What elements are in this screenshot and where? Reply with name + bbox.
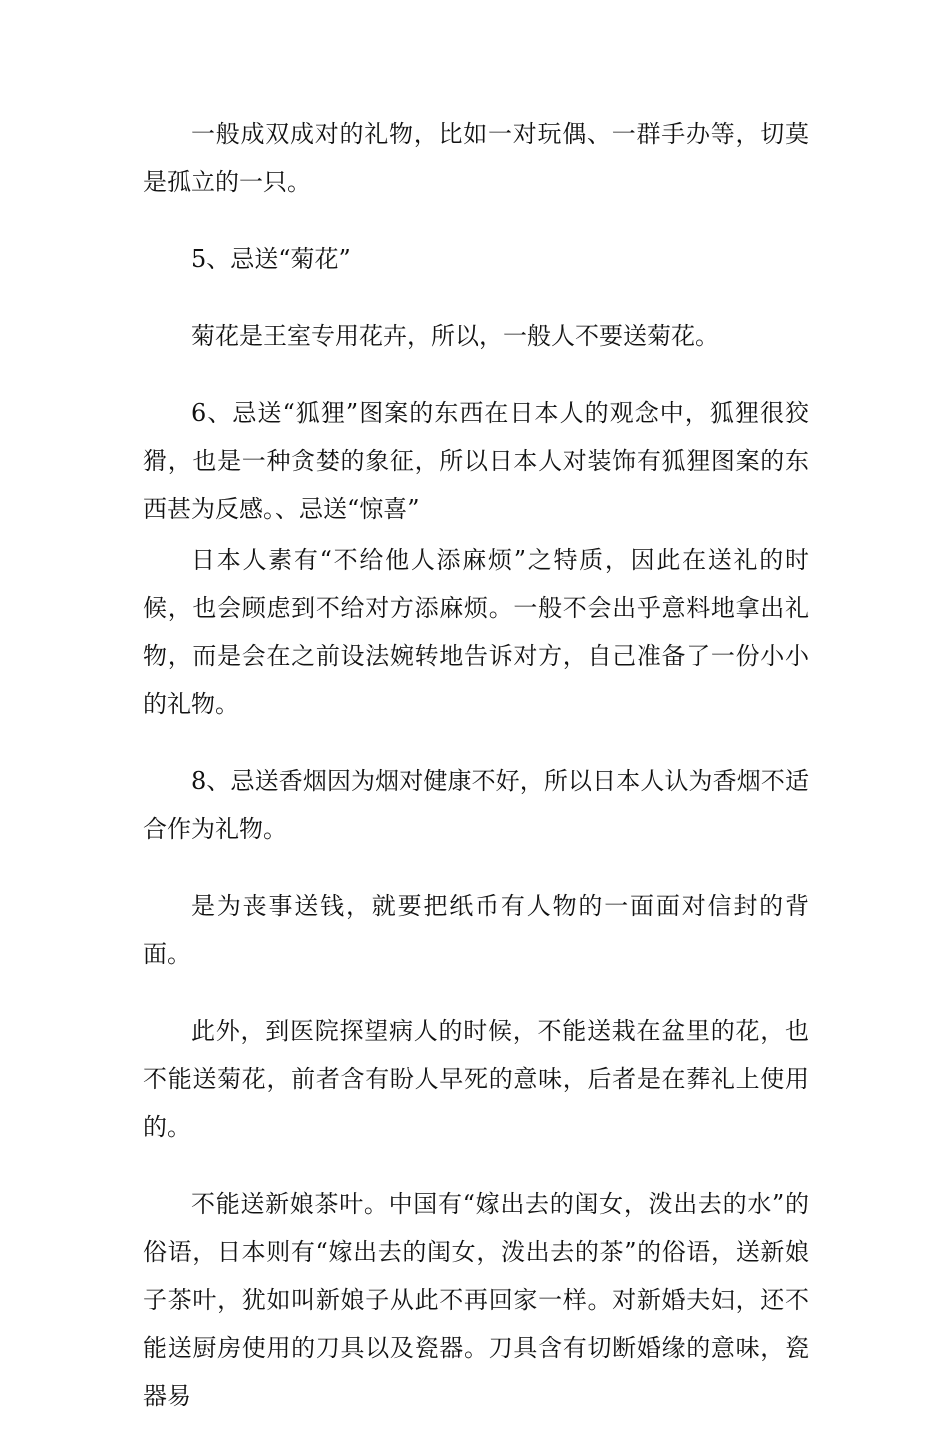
document-body	[143, 110, 809, 1449]
paragraph-chrysanthemum: 菊花是王室专用花卉，所以，一般人不要送菊花。	[191, 322, 719, 350]
paragraph-hospital-visit: 此外，到医院探望病人的时候，不能送栽在盆里的花，也不能送菊花，前者含有盼人早死的意味，后者是在葬礼上使用的。	[143, 1017, 809, 1141]
paragraph-paired-gifts: 一般成双成对的礼物，比如一对玩偶、一群手办等，切莫是孤立的一只。	[143, 120, 809, 196]
paragraph-no-cigarettes: 8、忌送香烟因为烟对健康不好，所以日本人认为香烟不适合作为礼物。	[143, 767, 809, 843]
paragraph-fox-pattern: 6、忌送“狐狸”图案的东西在日本人的观念中，狐狸很狡猾，也是一种贪婪的象征，所以日本人对装饰有狐狸图案的东西甚为反感。、忌送“惊喜”	[143, 399, 809, 523]
paragraph-no-tea-bride: 不能送新娘茶叶。中国有“嫁出去的闺女，泼出去的水”的俗语，日本则有“嫁出去的闺女，泼出去的茶”的俗语，送新娘子茶叶，犹如叫新娘子从此不再回家一样。对新婚夫妇，还不能送厨房使用的刀具以及瓷器。刀具含有切断婚缘的意味，瓷器易	[143, 1190, 809, 1410]
heading-no-chrysanthemum: 5、忌送“菊花”	[191, 245, 351, 273]
paragraph-funeral-money: 是为丧事送钱，就要把纸币有人物的一面面对信封的背面。	[143, 892, 809, 968]
paragraph-no-trouble: 日本人素有“不给他人添麻烦”之特质，因此在送礼的时候，也会顾虑到不给对方添麻烦。一般不会出乎意料地拿出礼物，而是会在之前设法婉转地告诉对方，自己准备了一份小小的礼物。	[143, 546, 809, 718]
